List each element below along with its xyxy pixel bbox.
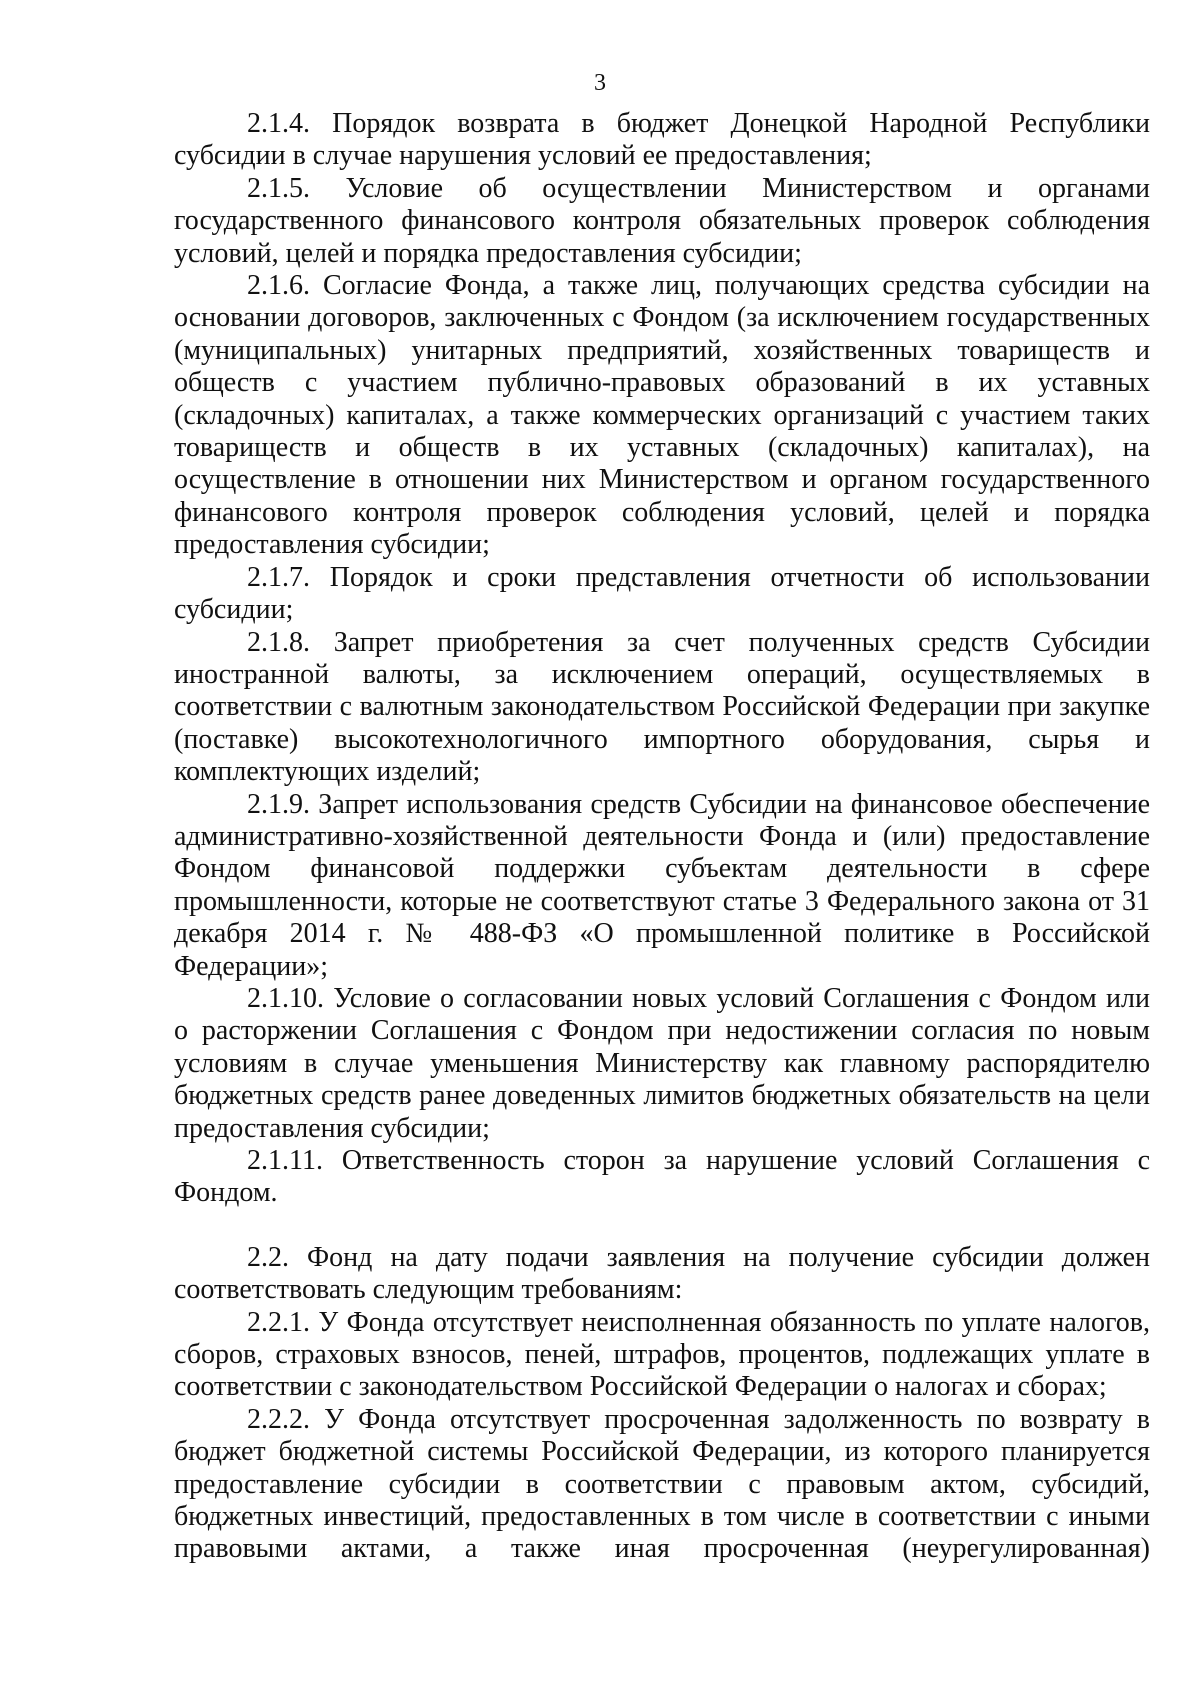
paragraph-2-2: 2.2. Фонд на дату подачи заявления на получение субсидии должен соответствовать следующим требованиям: bbox=[174, 1241, 1150, 1306]
paragraph-2-1-8: 2.1.8. Запрет приобретения за счет полученных средств Субсидии иностранной валюты, за исключением операций, осуществляемых в соответствии с валютным законодательством Российской Федерации при закупке (поставке) высокотехнологичного импортного оборудования, сырья и комплектующих изделий; bbox=[174, 626, 1150, 788]
document-body bbox=[174, 108, 1150, 1566]
paragraph-2-1-5: 2.1.5. Условие об осуществлении Министерством и органами государственного финансового контроля обязательных проверок соблюдения условий, целей и порядка предоставления субсидии; bbox=[174, 172, 1150, 269]
paragraph-2-1-6: 2.1.6. Согласие Фонда, а также лиц, получающих средства субсидии на основании договоров, заключенных с Фондом (за исключением государственных (муниципальных) унитарных предприятий, хозяйственных товариществ и обществ с участием публично-правовых образований в их уставных (складочных) капиталах, а также коммерческих организаций с участием таких товариществ и обществ в их уставных (складочных) капиталах), на осуществление в отношении них Министерством и органом государственного финансового контроля проверок соблюдения условий, целей и порядка предоставления субсидии; bbox=[174, 270, 1150, 561]
page-number: 3 bbox=[594, 70, 606, 96]
paragraph-2-1-7: 2.1.7. Порядок и сроки представления отчетности об использовании субсидии; bbox=[174, 561, 1150, 626]
paragraph-2-1-4: 2.1.4. Порядок возврата в бюджет Донецкой Народной Республики субсидии в случае нарушения условий ее предоставления; bbox=[174, 108, 1150, 172]
paragraph-2-1-11: 2.1.11. Ответственность сторон за нарушение условий Соглашения с Фондом. bbox=[174, 1145, 1150, 1209]
paragraph-2-1-9: 2.1.9. Запрет использования средств Субсидии на финансовое обеспечение административно-хозяйственной деятельности Фонда и (или) предоставление Фондом финансовой поддержки субъектам деятельности в сфере промышленности, которые не соответствуют статье 3 Федерального закона от 31 декабря 2014 г. № 488-ФЗ «О промышленной политике в Российской Федерации»; bbox=[174, 788, 1150, 982]
paragraph-2-2-2: 2.2.2. У Фонда отсутствует просроченная задолженность по возврату в бюджет бюджетной системы Российской Федерации, из которого планируется предоставление субсидии в соответствии с правовым актом, субсидий, бюджетных инвестиций, предоставленных в том числе в соответствии с иными правовыми актами, а также иная просроченная (неурегулированная) bbox=[174, 1403, 1150, 1565]
paragraph-2-1-10: 2.1.10. Условие о согласовании новых условий Соглашения с Фондом или о расторжении Соглашения с Фондом при недостижении согласия по новым условиям в случае уменьшения Министерству как главному распорядителю бюджетных средств ранее доведенных лимитов бюджетных обязательств на цели предоставления субсидии; bbox=[174, 982, 1150, 1144]
paragraph-2-2-1: 2.2.1. У Фонда отсутствует неисполненная обязанность по уплате налогов, сборов, страховых взносов, пеней, штрафов, процентов, подлежащих уплате в соответствии с законодательством Российской Федерации о налогах и сборах; bbox=[174, 1306, 1150, 1403]
